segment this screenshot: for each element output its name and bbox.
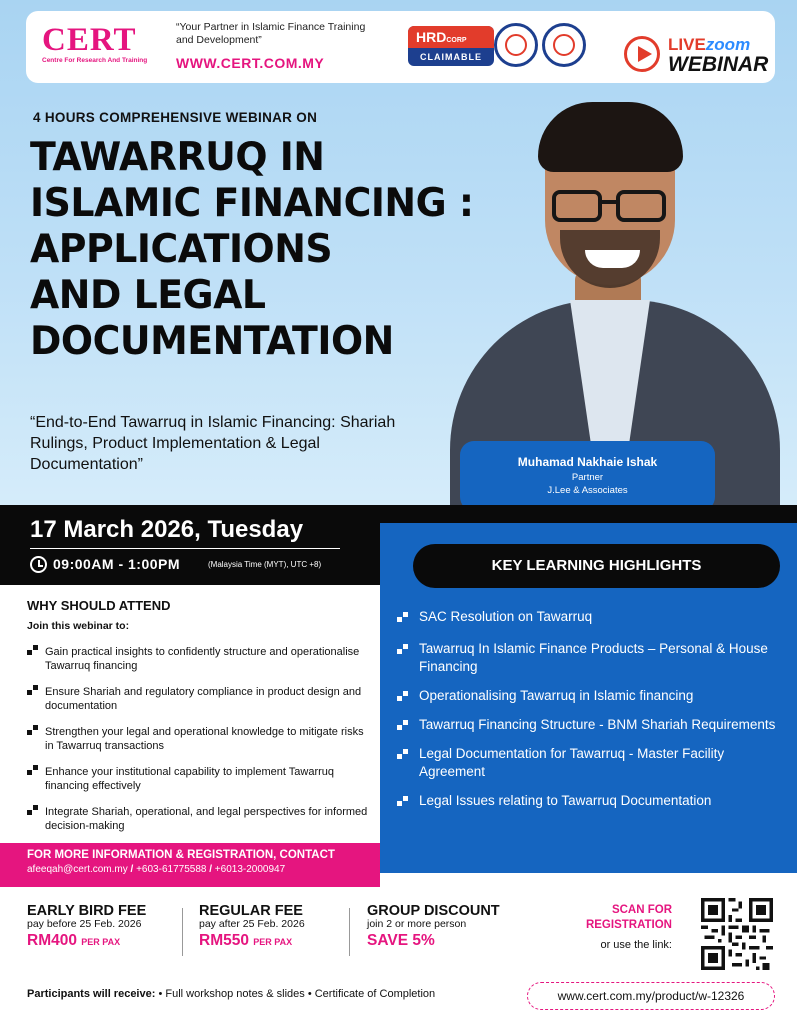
- group-discount: [367, 903, 500, 950]
- contact-phone[interactable]: +603-61775588: [136, 864, 207, 875]
- bullet-icon: [397, 721, 408, 732]
- highlights-title: KEY LEARNING HIGHLIGHTS: [413, 544, 780, 588]
- hrd-corp-label: CORP: [446, 37, 467, 44]
- benefit-item: Strengthen your legal and operational knowledge to mitigate risks in Tawarruq transactions: [27, 725, 372, 753]
- logo-subtitle: Centre For Research And Training: [42, 57, 148, 64]
- why-attend-title: WHY SHOULD ATTEND: [27, 598, 171, 613]
- contact-bar: [0, 843, 380, 887]
- why-attend-list: [27, 645, 372, 833]
- main-title: [30, 135, 486, 365]
- qr-code-icon[interactable]: [701, 898, 773, 970]
- bullet-icon: [27, 806, 38, 817]
- speaker-card: [460, 441, 715, 511]
- tagline: “Your Partner in Islamic Finance Training and Development”: [176, 21, 366, 46]
- header-bar: [26, 11, 775, 83]
- logo-text: CERT: [42, 22, 137, 58]
- bullet-icon: [27, 766, 38, 777]
- scan-title-2: REGISTRATION: [585, 919, 672, 931]
- highlight-item: Tawarruq Financing Structure - BNM Shariah Requirements: [397, 716, 777, 734]
- highlight-item: Operationalising Tawarruq in Islamic financing: [397, 687, 777, 705]
- contact-mobile[interactable]: +6013-2000947: [214, 864, 286, 875]
- early-bird-fee: [27, 903, 146, 950]
- title-line: APPLICATIONS: [30, 227, 333, 272]
- bullet-icon: [27, 686, 38, 697]
- hrd-claimable-seal-icon: [542, 23, 586, 67]
- title-line: DOCUMENTATION: [30, 319, 394, 364]
- divider: [30, 548, 340, 549]
- bullet-icon: [397, 797, 408, 808]
- fee-price: RM550 PER PAX: [199, 932, 293, 949]
- event-date: 17 March 2026, Tuesday: [30, 516, 304, 543]
- bullet-icon: [27, 726, 38, 737]
- fee-title: EARLY BIRD FEE: [27, 903, 147, 919]
- title-line: TAWARRUQ IN: [30, 135, 325, 180]
- clock-icon: [30, 556, 47, 573]
- contact-email[interactable]: afeeqah@cert.com.my: [27, 864, 128, 875]
- fee-note: pay after 25 Feb. 2026: [199, 918, 305, 930]
- divider: [182, 908, 183, 956]
- scan-title-1: SCAN FOR: [611, 904, 672, 916]
- speaker-role: Partner: [571, 472, 604, 483]
- live-zoom-label: [668, 35, 750, 55]
- scan-prompt: [560, 903, 672, 951]
- highlights-list: [397, 608, 777, 810]
- highlight-item: Tawarruq In Islamic Finance Products – Personal & House Financing: [397, 640, 777, 676]
- hrd-label: HRD: [416, 29, 447, 45]
- subtitle: “End-to-End Tawarruq in Islamic Financing: Shariah Rulings, Product Implementation & Legal Documentation”: [30, 414, 396, 473]
- highlight-item: SAC Resolution on Tawarruq: [397, 608, 777, 626]
- participants-receive: [27, 988, 435, 1000]
- fee-title: REGULAR FEE: [199, 903, 303, 919]
- fee-price: RM400 PER PAX: [27, 932, 121, 949]
- benefit-item: Enhance your institutional capability to implement Tawarruq financing effectively: [27, 765, 372, 793]
- live-play-icon: [624, 36, 660, 72]
- hrd-claimable-label: CLAIMABLE: [420, 52, 482, 62]
- speaker-organization: J.Lee & Associates: [547, 485, 628, 496]
- event-timezone: (Malaysia Time (MYT), UTC +8): [208, 560, 322, 569]
- bullet-icon: [397, 750, 408, 761]
- event-time: 09:00AM - 1:00PM: [53, 556, 181, 572]
- fee-title: GROUP DISCOUNT: [367, 903, 500, 919]
- benefit-item: Ensure Shariah and regulatory compliance in product design and documentation: [27, 685, 372, 713]
- cert-logo[interactable]: [42, 24, 162, 64]
- receive-label: Participants will receive:: [27, 988, 156, 1000]
- fee-note: pay before 25 Feb. 2026: [27, 918, 142, 930]
- contact-title: FOR MORE INFORMATION & REGISTRATION, CONTACT: [27, 849, 335, 861]
- receive-items: • Full workshop notes & slides • Certificate of Completion: [158, 988, 436, 1000]
- live-label: LIVE: [668, 35, 706, 54]
- divider: [349, 908, 350, 956]
- fee-price: SAVE 5%: [367, 932, 435, 949]
- speaker-name: Muhamad Nakhaie Ishak: [517, 455, 658, 469]
- why-attend-intro: Join this webinar to:: [27, 620, 130, 632]
- hrd-corp-badge: [408, 26, 494, 66]
- contact-details: afeeqah@cert.com.my / +603-61775588 / +6013-2000947: [27, 864, 286, 875]
- pre-title: 4 HOURS COMPREHENSIVE WEBINAR ON: [33, 110, 318, 125]
- registration-link[interactable]: www.cert.com.my/product/w-12326: [527, 982, 775, 1010]
- webinar-label: WEBINAR: [668, 53, 769, 76]
- zoom-label: zoom: [705, 35, 751, 54]
- bullet-icon: [397, 692, 408, 703]
- highlight-item: Legal Documentation for Tawarruq - Master Facility Agreement: [397, 745, 777, 781]
- bullet-icon: [397, 613, 408, 624]
- bullet-icon: [397, 645, 408, 656]
- website-link[interactable]: WWW.CERT.COM.MY: [176, 55, 325, 71]
- title-line: ISLAMIC FINANCING :: [30, 181, 474, 226]
- bullet-icon: [27, 646, 38, 657]
- highlight-item: Legal Issues relating to Tawarruq Documentation: [397, 792, 777, 810]
- benefit-item: Gain practical insights to confidently structure and operationalise Tawarruq financing: [27, 645, 372, 673]
- fee-note: join 2 or more person: [367, 918, 467, 930]
- certification-seal-icon: [494, 23, 538, 67]
- or-use-link: or use the link:: [600, 939, 672, 951]
- benefit-item: Integrate Shariah, operational, and legal perspectives for informed decision-making: [27, 805, 372, 833]
- regular-fee: [199, 903, 305, 950]
- title-line: AND LEGAL: [30, 273, 266, 318]
